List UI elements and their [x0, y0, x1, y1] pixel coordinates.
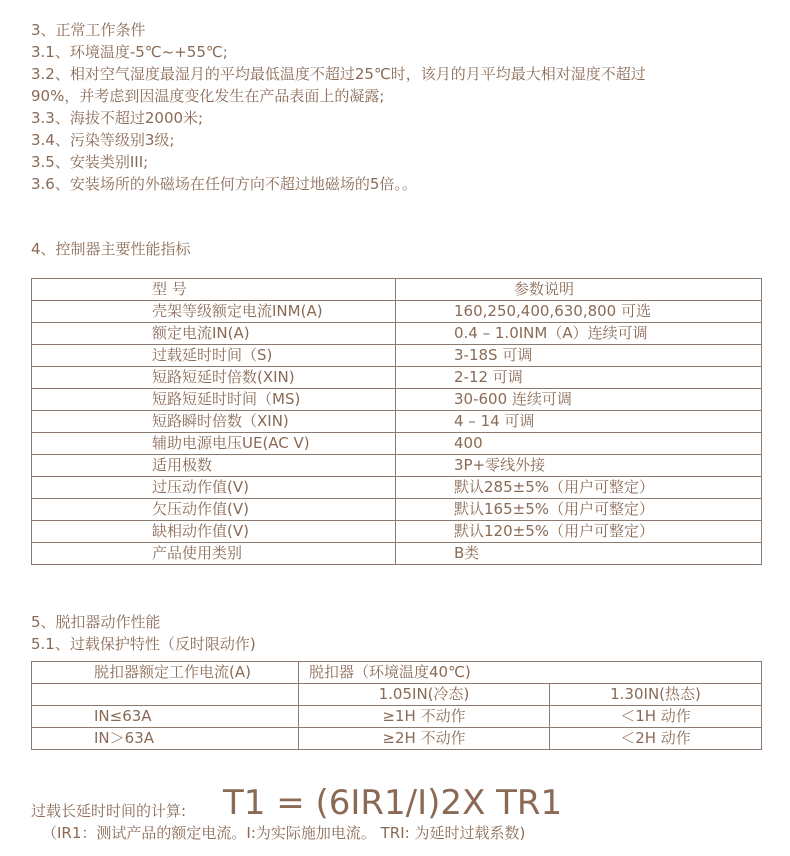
row-label: 过载延时时间（S) [32, 345, 396, 367]
row-label: 辅助电源电压UE(AC V) [32, 433, 396, 455]
table-row [32, 323, 762, 345]
row-hot: ＜1H 动作 [550, 706, 762, 728]
row-cold: ≥2H 不动作 [299, 728, 550, 750]
table-row [32, 411, 762, 433]
table-header-row [32, 279, 762, 301]
condition-item: 3.2、相对空气湿度最湿月的平均最低温度不超过25℃时，该月的月平均最大相对湿度不超过 [31, 65, 646, 83]
row-value: 3-18S 可调 [396, 345, 762, 367]
section3-title: 3、正常工作条件 [31, 21, 146, 39]
row-cold: ≥1H 不动作 [299, 706, 550, 728]
table-row [32, 301, 762, 323]
condition-item: 3.3、海拔不超过2000米; [31, 109, 204, 127]
table-subheader-row [32, 684, 762, 706]
formula-expression: T1 = (6IR1/I)2X TR1 [223, 783, 563, 823]
row-value: 160,250,400,630,800 可选 [396, 301, 762, 323]
table-row [32, 367, 762, 389]
row-value: 30-600 连续可调 [396, 389, 762, 411]
row-label: 短路短延时倍数(XIN) [32, 367, 396, 389]
row-value: 默认120±5%（用户可整定） [396, 521, 762, 543]
table-row [32, 389, 762, 411]
row-value: 2-12 可调 [396, 367, 762, 389]
condition-item: 3.5、安装类别III; [31, 153, 149, 171]
row-current: IN＞63A [32, 728, 299, 750]
row-value: 3P+零线外接 [396, 455, 762, 477]
row-value: 默认165±5%（用户可整定） [396, 499, 762, 521]
row-value: 4 – 14 可调 [396, 411, 762, 433]
row-label: 适用极数 [32, 455, 396, 477]
formula-label: 过载长延时时间的计算: [31, 802, 187, 820]
section4-title: 4、控制器主要性能指标 [31, 240, 191, 258]
row-value: 400 [396, 433, 762, 455]
table-row [32, 728, 762, 750]
row-hot: ＜2H 动作 [550, 728, 762, 750]
formula-note: （IR1：测试产品的额定电流。I:为实际施加电流。 TRI: 为延时过载系数) [42, 824, 526, 842]
row-value: 0.4 – 1.0INM（A）连续可调 [396, 323, 762, 345]
trip-characteristic-table [31, 661, 762, 750]
row-label: 短路短延时时间（MS) [32, 389, 396, 411]
table-row [32, 521, 762, 543]
condition-item: 90%，并考虑到因温度变化发生在产品表面上的凝露; [31, 87, 385, 105]
table-row [32, 433, 762, 455]
row-label: 壳架等级额定电流INM(A) [32, 301, 396, 323]
subheader-hot: 1.30IN(热态) [550, 684, 762, 706]
empty-cell [32, 684, 299, 706]
header-model: 型 号 [32, 279, 396, 301]
row-label: 欠压动作值(V) [32, 499, 396, 521]
section5-subtitle: 5.1、过载保护特性（反时限动作) [31, 635, 256, 653]
row-label: 过压动作值(V) [32, 477, 396, 499]
table-row [32, 499, 762, 521]
condition-item: 3.6、安装场所的外磁场在任何方向不超过地磁场的5倍。。 [31, 175, 417, 193]
condition-item: 3.1、环境温度-5℃~+55℃; [31, 43, 228, 61]
header-params: 参数说明 [396, 279, 762, 301]
performance-table [31, 278, 762, 565]
row-label: 额定电流IN(A) [32, 323, 396, 345]
condition-item: 3.4、污染等级别3级; [31, 131, 175, 149]
table-row [32, 477, 762, 499]
row-label: 缺相动作值(V) [32, 521, 396, 543]
row-label: 产品使用类别 [32, 543, 396, 565]
table-row [32, 345, 762, 367]
row-value: B类 [396, 543, 762, 565]
header-release: 脱扣器（环境温度40℃) [299, 662, 762, 684]
subheader-cold: 1.05IN(冷态) [299, 684, 550, 706]
section5-title: 5、脱扣器动作性能 [31, 613, 161, 631]
row-label: 短路瞬时倍数（XIN) [32, 411, 396, 433]
header-rated-current: 脱扣器额定工作电流(A) [32, 662, 299, 684]
row-current: IN≤63A [32, 706, 299, 728]
table-row [32, 455, 762, 477]
table-row [32, 543, 762, 565]
table-row [32, 706, 762, 728]
table-header-row [32, 662, 762, 684]
row-value: 默认285±5%（用户可整定） [396, 477, 762, 499]
